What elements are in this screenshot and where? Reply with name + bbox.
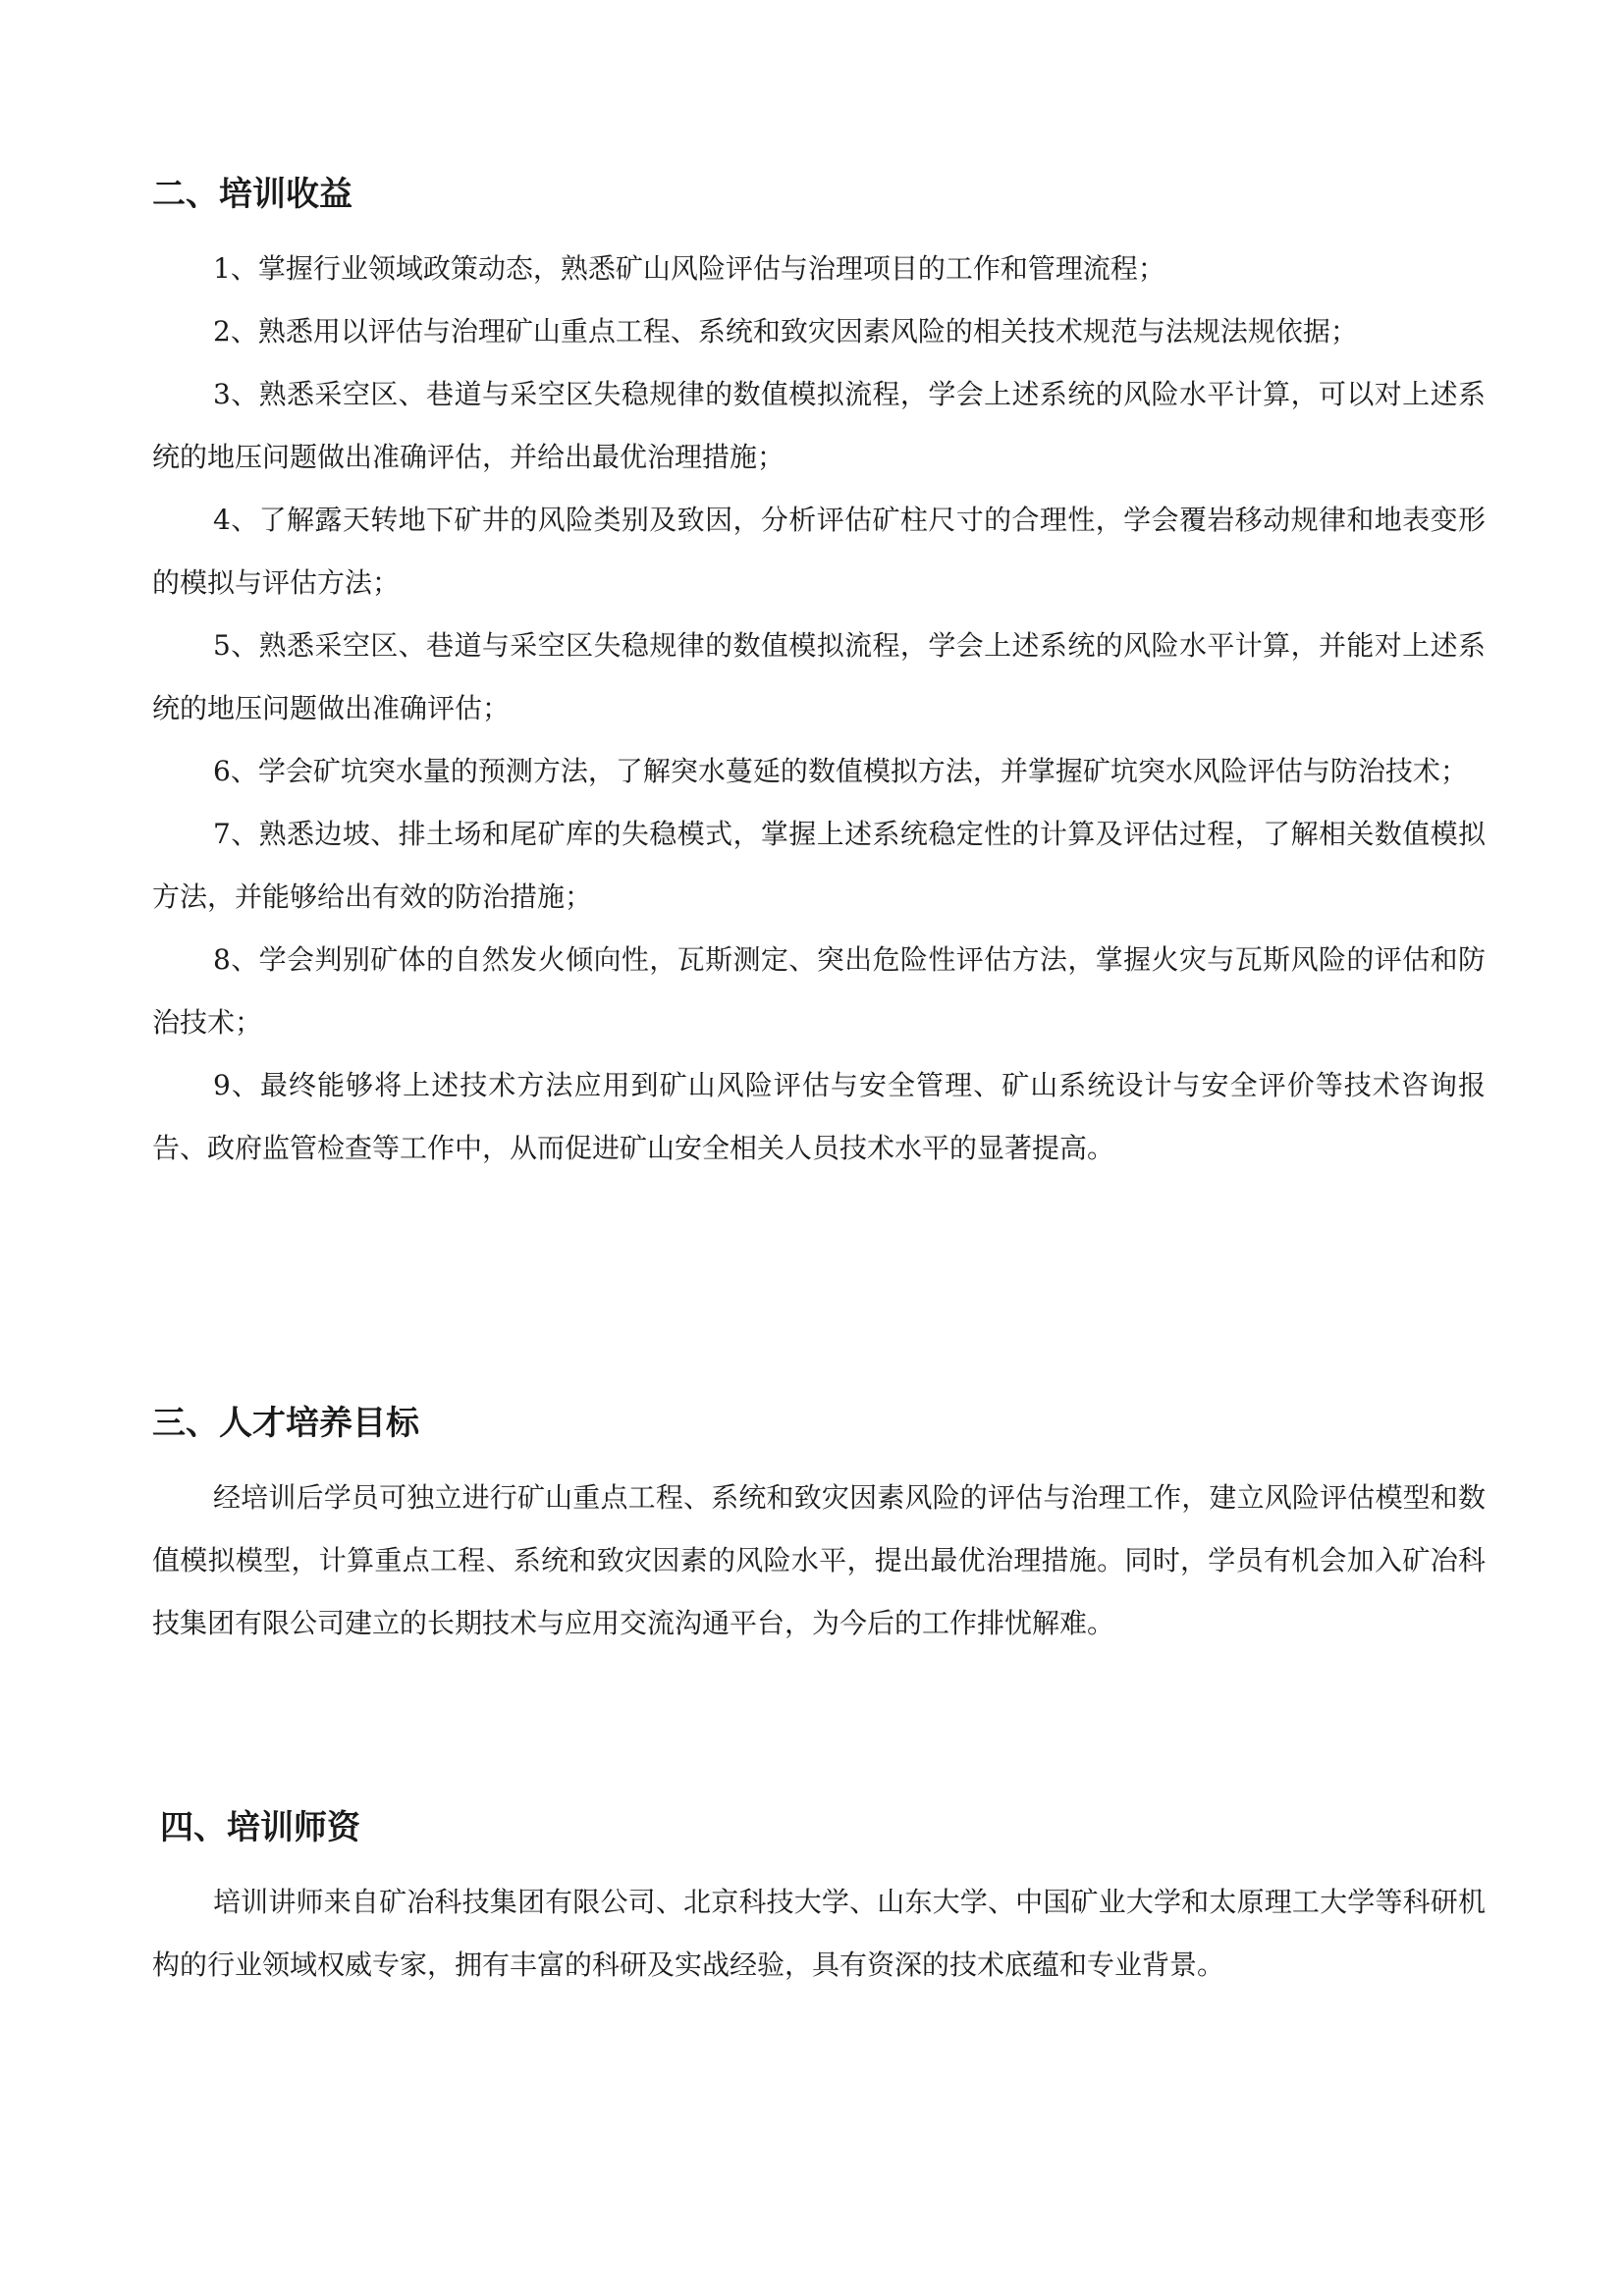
section-heading-teachers: 四、培训师资	[160, 1808, 360, 1847]
benefit-item-1: 1、掌握行业领域政策动态，熟悉矿山风险评估与治理项目的工作和管理流程；	[213, 252, 1165, 285]
section-talent-goals	[152, 1402, 1486, 1655]
benefit-item-3: 3、熟悉采空区、巷道与采空区失稳规律的数值模拟流程，学会上述系统的风险水平计算，可以对上述系统的地压问题做出准确评估，并给出最优治理措施；	[152, 378, 1486, 473]
benefit-item-9: 9、最终能够将上述技术方法应用到矿山风险评估与安全管理、矿山系统设计与安全评价等技术咨询报告、政府监管检查等工作中，从而促进矿山安全相关人员技术水平的显著提高。	[152, 1069, 1486, 1164]
section-training-benefits	[152, 173, 1486, 1180]
section-training-teachers	[152, 1806, 1486, 1997]
benefit-item-6: 6、学会矿坑突水量的预测方法，了解突水蔓延的数值模拟方法，并掌握矿坑突水风险评估与防治技术；	[213, 755, 1468, 787]
benefit-item-5: 5、熟悉采空区、巷道与采空区失稳规律的数值模拟流程，学会上述系统的风险水平计算，并能对上述系统的地压问题做出准确评估；	[152, 629, 1486, 724]
benefit-item-2: 2、熟悉用以评估与治理矿山重点工程、系统和致灾因素风险的相关技术规范与法规法规依据；	[213, 315, 1358, 347]
section-heading-benefits: 二、培训收益	[152, 175, 352, 214]
section-heading-goals: 三、人才培养目标	[152, 1404, 419, 1443]
teachers-paragraph: 培训讲师来自矿冶科技集团有限公司、北京科技大学、山东大学、中国矿业大学和太原理工大学等科研机构的行业领域权威专家，拥有丰富的科研及实战经验，具有资深的技术底蕴和专业背景。	[152, 1886, 1486, 1981]
benefit-item-7: 7、熟悉边坡、排土场和尾矿库的失稳模式，掌握上述系统稳定性的计算及评估过程，了解相关数值模拟方法，并能够给出有效的防治措施；	[152, 818, 1486, 913]
goals-paragraph: 经培训后学员可独立进行矿山重点工程、系统和致灾因素风险的评估与治理工作，建立风险评估模型和数值模拟模型，计算重点工程、系统和致灾因素的风险水平，提出最优治理措施。同时，学员有机会加入矿冶科技集团有限公司建立的长期技术与应用交流沟通平台，为今后的工作排忧解难。	[152, 1481, 1486, 1639]
benefit-item-8: 8、学会判别矿体的自然发火倾向性，瓦斯测定、突出危险性评估方法，掌握火灾与瓦斯风险的评估和防治技术；	[152, 943, 1486, 1039]
benefit-item-4: 4、了解露天转地下矿井的风险类别及致因，分析评估矿柱尺寸的合理性，学会覆岩移动规律和地表变形的模拟与评估方法；	[152, 504, 1486, 599]
